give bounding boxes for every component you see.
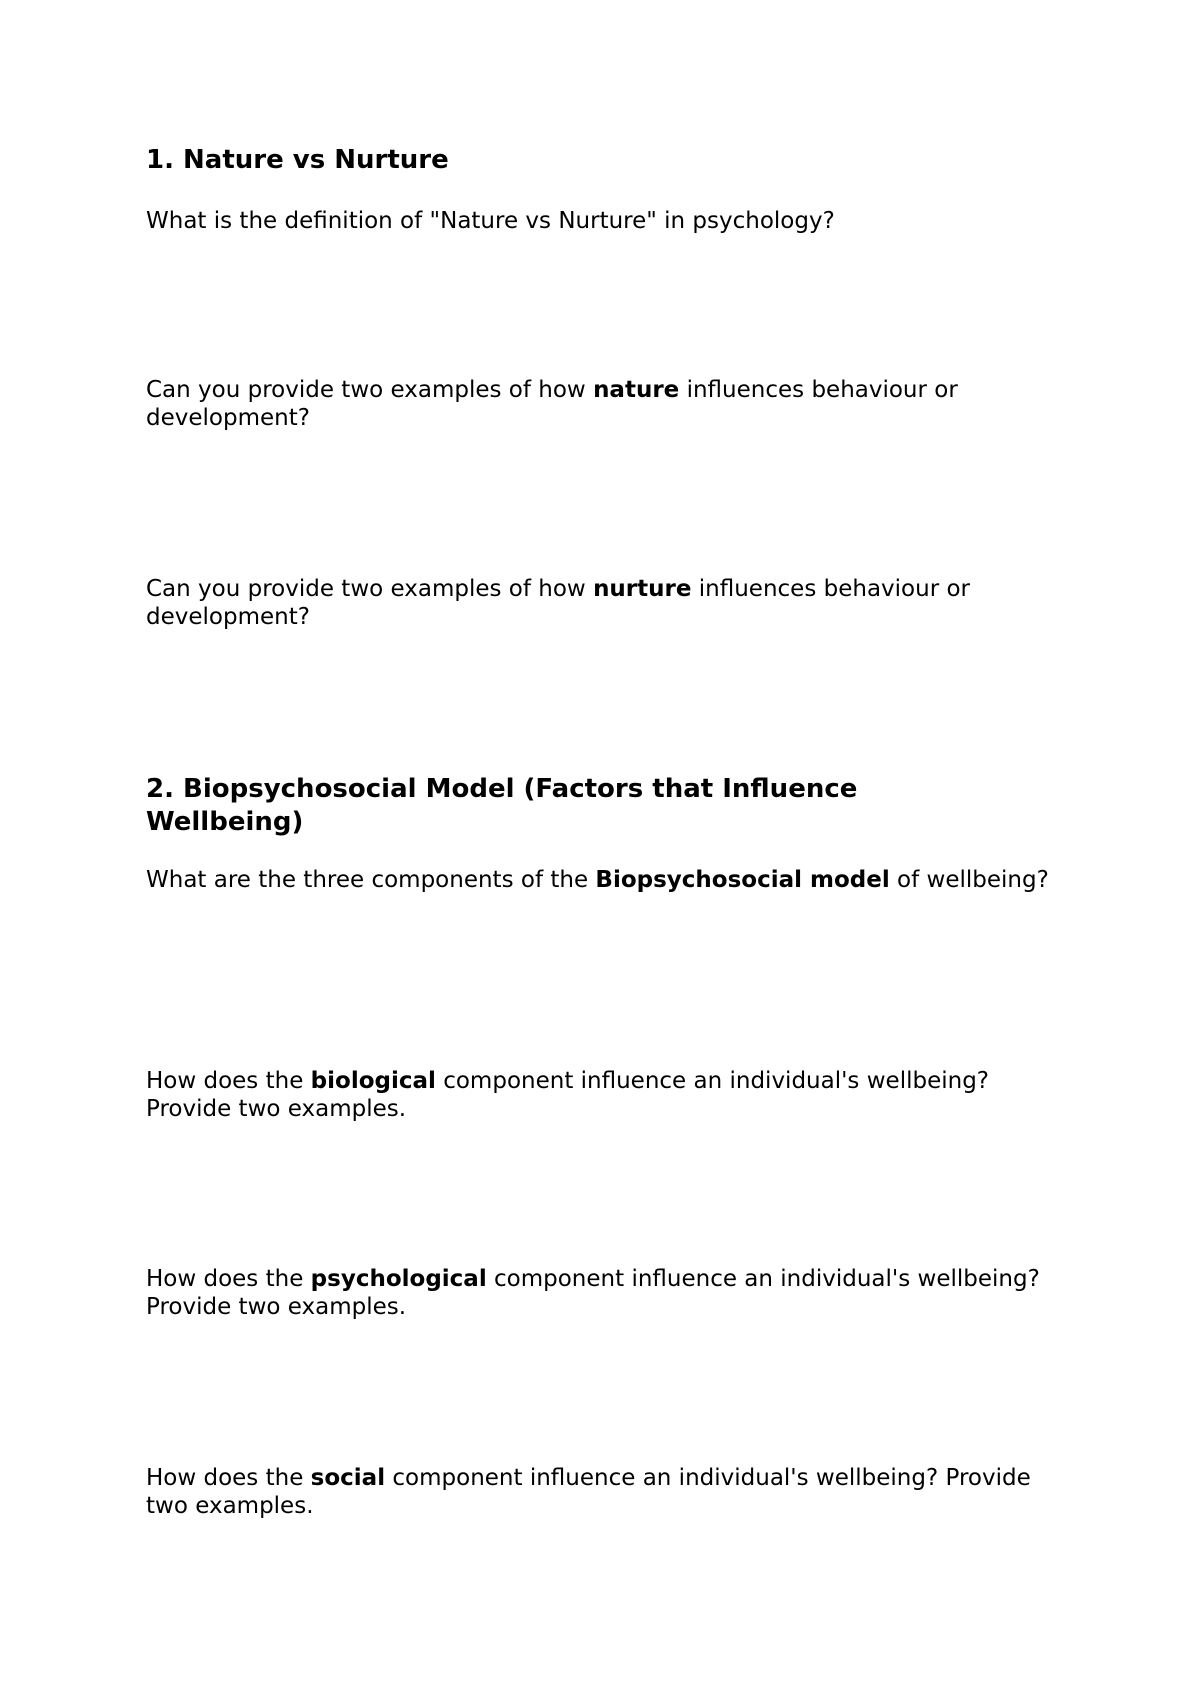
question-text: How does the xyxy=(146,1465,311,1491)
section-2-question-4 xyxy=(146,1464,1066,1520)
section-1-question-3 xyxy=(146,575,1066,631)
section-1-question-1: What is the definition of "Nature vs Nurture" in psychology? xyxy=(146,208,835,234)
question-text: Can you provide two examples of how xyxy=(146,377,594,403)
question-text: influences behaviour or development? xyxy=(146,377,958,431)
section-2-question-3 xyxy=(146,1265,1066,1321)
question-emphasis: Biopsychosocial model xyxy=(595,867,890,893)
question-emphasis: nurture xyxy=(593,576,692,602)
question-text: component influence an individual's wellbeing? Provide two examples. xyxy=(146,1068,989,1122)
question-text: component influence an individual's wellbeing? Provide two examples. xyxy=(146,1266,1040,1320)
question-emphasis: biological xyxy=(310,1068,436,1094)
question-emphasis: nature xyxy=(593,377,680,403)
question-emphasis: psychological xyxy=(310,1266,487,1292)
question-text: of wellbeing? xyxy=(889,867,1049,893)
question-text: influences behaviour or development? xyxy=(146,576,970,630)
question-text: How does the xyxy=(146,1266,311,1292)
question-emphasis: social xyxy=(310,1465,386,1491)
question-text: Can you provide two examples of how xyxy=(146,576,594,602)
section-2-question-1 xyxy=(146,866,1066,894)
question-text: What are the three components of the xyxy=(146,867,596,893)
question-text: How does the xyxy=(146,1068,311,1094)
question-text: component influence an individual's wellbeing? Provide two examples. xyxy=(146,1465,1031,1519)
section-1-heading: 1. Nature vs Nurture xyxy=(146,145,449,175)
section-1-question-2 xyxy=(146,376,1066,432)
section-2-question-2 xyxy=(146,1067,1066,1123)
section-2-heading: 2. Biopsychosocial Model (Factors that Influence Wellbeing) xyxy=(146,774,858,837)
